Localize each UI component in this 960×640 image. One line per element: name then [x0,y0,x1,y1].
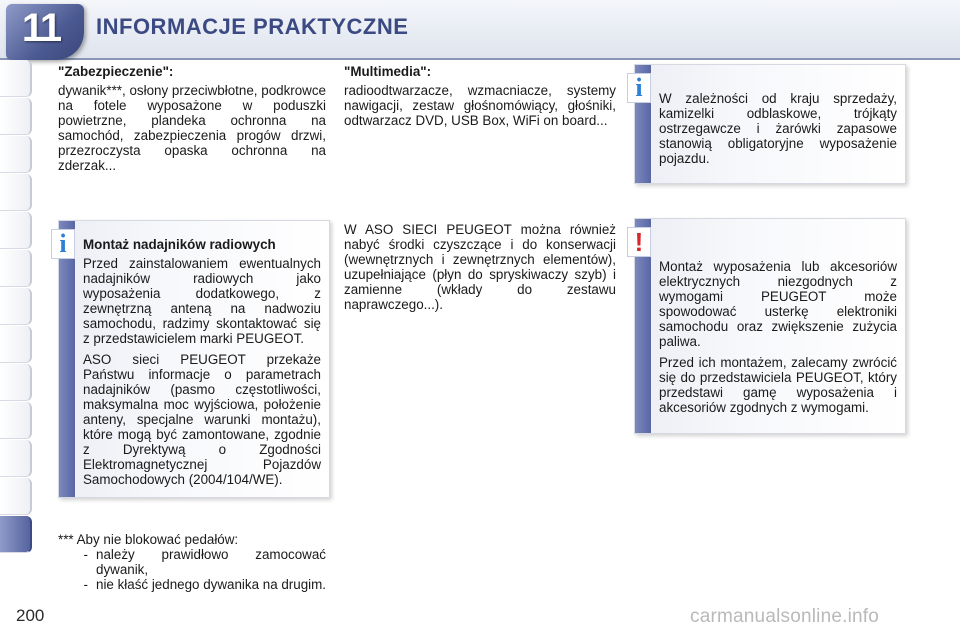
footnote-item [58,577,326,592]
aso-text: W ASO SIECI PEUGEOT można również nabyć środki czyszczące i do konserwacji (wewnętrznych i zewnętrznych elementów), uzupełniające (płyn do spryskiwaczy szyb) i zamienne (wkłady do zestawu naprawczego...). [344,222,616,312]
footnote-dash: - [83,577,88,592]
chapter-tab [0,288,32,325]
radio-box-heading: Montaż nadajników radiowych [83,237,276,252]
chapter-tab [0,98,32,135]
aso-section [344,222,616,317]
watermark: carmanualsonline.info [690,606,880,627]
chapter-tab [0,174,32,211]
multimedia-heading: "Multimedia": [344,64,432,79]
chapter-tab [0,478,32,515]
warning-box-paragraph-2: Przed ich montażem, zalecamy zwrócić się do przedstawiciela PEUGEOT, który przedstawi gamę wyposażenia i akcesoriów zgodnych z wymogami. [659,355,897,415]
footnote-item [58,547,326,577]
accessory-warning-box [634,218,906,434]
warning-box-paragraph-1: Montaż wyposażenia lub akcesoriów elektrycznych niezgodnych z wymogami PEUGEOT może spowodować usterkę elektroniki samochodu oraz zwiększenie zużycia paliwa. [659,259,897,349]
multimedia-section [344,64,616,133]
chapter-tab [0,326,32,363]
warning-icon: ! [627,227,651,257]
protection-section [58,64,326,178]
chapter-tab [0,136,32,173]
protection-text: dywanik***, osłony przeciwbłotne, podkrowce na fotele wyposażone w poduszki powietrzne, plandeka ochronna na samochód, zabezpieczenia progów drzwi, przezroczysta opaska ochronna na zderzak... [58,83,326,173]
chapter-title: INFORMACJE PRAKTYCZNE [96,14,409,39]
chapter-badge [6,4,84,60]
footnote-item-text: należy prawidłowo zamocować dywanik, [96,547,326,577]
footnote-item-text: nie kłaść jednego dywanika na drugim. [96,577,327,592]
multimedia-text: radioodtwarzacze, wzmacniacze, systemy nawigacji, zestaw głośnomówiący, głośniki, odtwarzacz DVD, USB Box, WiFi on board... [344,83,616,128]
chapter-tab [0,250,32,287]
radio-transmitters-box [58,220,330,498]
info-icon: i [627,73,651,103]
footnote [58,532,326,592]
chapter-tab [0,212,32,249]
box-accent-stripe [59,221,75,497]
page-number: 200 [16,606,45,625]
chapter-tab [0,440,32,477]
chapter-side-tabs [0,60,36,580]
info-box-text: W zależności od kraju sprzedaży, kamizelki odblaskowe, trójkąty ostrzegawcze i żarówki zapasowe stanowią obligatoryjne wyposażenie pojazdu. [659,91,897,166]
chapter-tab [0,516,32,553]
info-icon: i [51,229,75,259]
country-requirements-box [634,64,906,184]
footnote-dash: - [83,547,88,562]
warning-box-content [659,259,897,421]
radio-box-paragraph-1: Przed zainstalowaniem ewentualnych nadajników radiowych jako wyposażenia dodatkowego, z zewnętrzną anteną na nadwoziu samochodu, radzimy skontaktować się z przedstawicielem marki PEUGEOT. [83,256,321,346]
footnote-intro: *** Aby nie blokować pedałów: [58,532,239,547]
radio-box-content [83,237,321,493]
info-box-content [659,91,897,172]
radio-box-paragraph-2: ASO sieci PEUGEOT przekaże Państwu informacje o parametrach nadajników (pasmo częstotliwości, maksymalna moc wyjściowa, położenie anteny, specjalne warunki montażu), które mogą być zamontowane, zgodnie z Dyrektywą o Zgodności Elektromagnetycznej Pojazdów Samochodowych (2004/104/WE). [83,352,321,487]
page-header [0,0,960,60]
chapter-tab [0,364,32,401]
protection-heading: "Zabezpieczenie": [58,64,174,79]
chapter-tab [0,402,32,439]
chapter-number: 11 [21,6,61,50]
chapter-tab [0,60,32,97]
